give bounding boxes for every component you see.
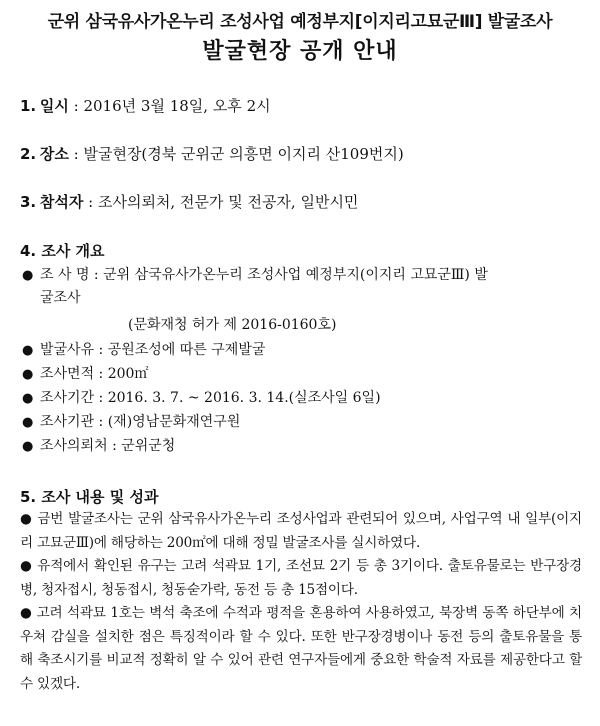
title-line-1: 군위 삼국유사가온누리 조성사업 예정부지[이지리고묘군Ⅲ] 발굴조사 — [47, 12, 553, 32]
item-place — [20, 144, 404, 165]
results-paragraph-2: ● 유적에서 확인된 유구는 고려 석곽묘 1기, 조선묘 2기 등 총 3기이다. 출토유물로는 반구장경병, 청자접시, 청동접시, 청동숟가락, 동전 등 총 15점이다. — [20, 558, 582, 598]
overview-period-text: 조사기간 : 2016. 3. 7. ~ 2016. 3. 14.(실조사일 6일) — [40, 390, 381, 406]
overview-name-continued: 굴조사 — [40, 290, 81, 306]
item-number: 1. — [20, 97, 37, 115]
bullet-icon: ● — [22, 268, 34, 283]
bullet-icon: ● — [22, 343, 34, 358]
bullet-icon: ● — [22, 391, 34, 406]
bullet-icon: ● — [22, 439, 34, 454]
overview-area — [22, 364, 148, 385]
item-value: 2016년 3월 18일, 오후 2시 — [83, 97, 271, 115]
item-label: 장소 — [39, 145, 69, 163]
overview-client-text: 조사의뢰처 : 군위군청 — [40, 438, 176, 454]
overview-permit: (문화재청 허가 제 2016-0160호) — [128, 317, 337, 333]
results-heading: 5. 조사 내용 및 성과 — [20, 488, 159, 506]
item-attendees — [20, 192, 358, 213]
item-value: 조사의뢰처, 전문가 및 전공자, 일반시민 — [97, 193, 359, 211]
overview-name-text: 조 사 명 : 군위 삼국유사가온누리 조성사업 예정부지(이지리 고묘군Ⅲ) 발 — [40, 267, 488, 283]
item-datetime — [20, 96, 271, 117]
item-label: 참석자 — [39, 193, 84, 211]
item-number: 2. — [20, 145, 37, 163]
overview-area-text: 조사면적 : 200㎡ — [40, 366, 149, 382]
title-line-2: 발굴현장 공개 안내 — [202, 39, 398, 64]
overview-heading: 4. 조사 개요 — [20, 242, 105, 260]
bullet-icon: ● — [22, 367, 34, 382]
overview-client — [22, 436, 175, 457]
overview-name — [22, 265, 488, 286]
item-separator: : — [68, 145, 84, 163]
item-label: 일시 — [39, 97, 69, 115]
overview-reason — [22, 340, 265, 361]
item-value: 발굴현장(경북 군위군 의흥면 이지리 산109번지) — [83, 145, 404, 163]
overview-agency-text: 조사기관 : (재)영남문화재연구원 — [40, 414, 241, 430]
overview-agency — [22, 412, 240, 433]
overview-period — [22, 388, 381, 409]
results-paragraph-1: ● 금번 발굴조사는 군위 삼국유사가온누리 조성사업과 관련되어 있으며, 사업구역 내 일부(이지리 고묘군Ⅲ)에 해당하는 200㎡에 대해 정밀 발굴조사를 실시하였다. — [20, 511, 582, 551]
overview-reason-text: 발굴사유 : 공원조성에 따른 구제발굴 — [40, 342, 266, 358]
results-paragraph-3: ● 고려 석곽묘 1호는 벽석 축조에 수적과 평적을 혼용하여 사용하였고, 북장벽 동쪽 하단부에 치우쳐 감실을 설치한 점은 특징적이라 할 수 있다. 또한 반구장경병이나 동전 등의 출토유물을 통해 축조시기를 비교적 정확히 알 수 있어 관련 연구자들에게 중요한 학술적 자료를 제공한다고 할 수 있겠다. — [20, 605, 582, 692]
item-separator: : — [83, 193, 98, 211]
item-separator: : — [68, 97, 84, 115]
bullet-icon: ● — [22, 415, 34, 430]
item-number: 3. — [20, 193, 37, 211]
